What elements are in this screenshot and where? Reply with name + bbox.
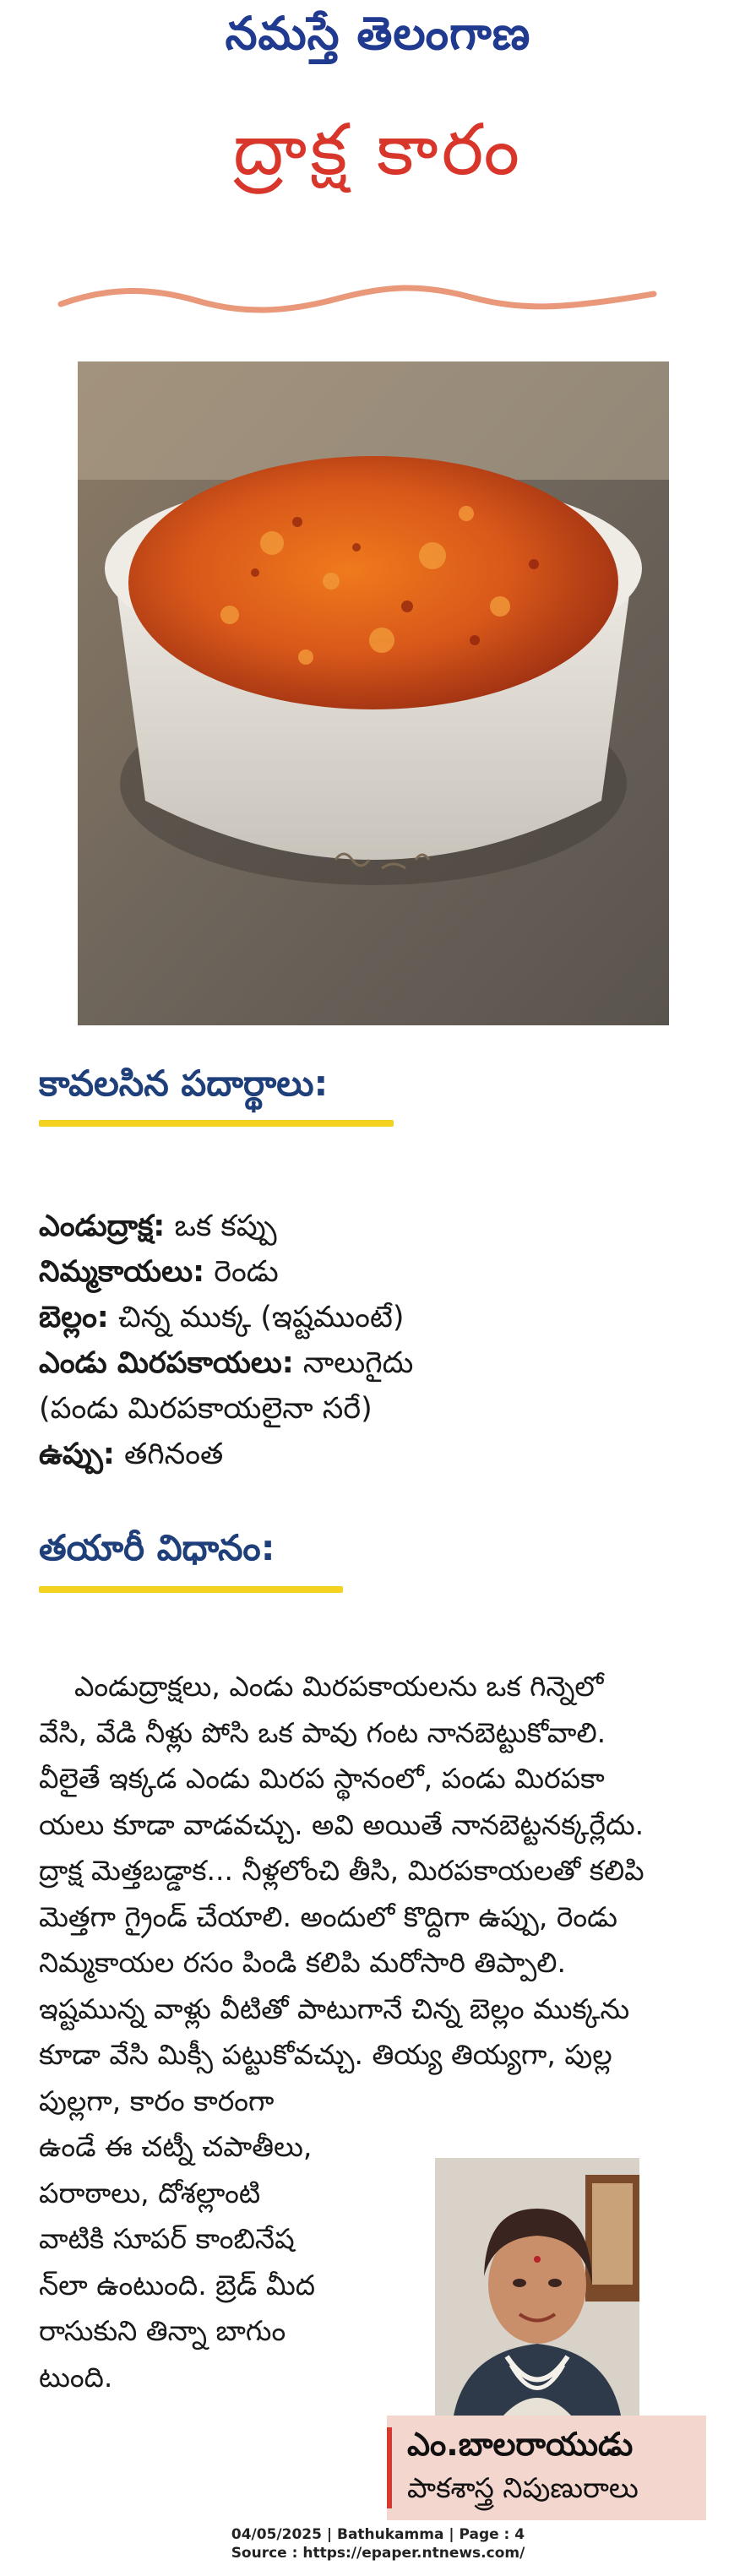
masthead-logo: నమస్తే తెలంగాణ: [225, 7, 531, 60]
author-name: ఎం.బాలరాయుడు: [407, 2426, 634, 2463]
method-line: వీలైతే ఇక్కడ ఎండు మిరప స్థానంలో, పండు మిరపకా: [39, 1762, 605, 1795]
method-line: పుల్లగా, కారం కారంగా: [39, 2084, 275, 2117]
ingredient-name: ఎండుద్రాక్ష:: [39, 1209, 166, 1243]
author-credit-box: [387, 2416, 706, 2520]
author-role: పాకశాస్త్ర నిపుణురాలు: [407, 2471, 639, 2504]
ingredient-quantity: (పండు మిరపకాయలైనా సరే): [39, 1392, 373, 1426]
method-heading: తయారీ విధానం:: [39, 1527, 275, 1568]
method-line: మెత్తగా గ్రైండ్ చేయాలి. అందులో కొద్దిగా ఉప్పు, రెండు: [39, 1899, 617, 1933]
footer-edition-info: 04/05/2025 | Bathukamma | Page : 4: [231, 2526, 525, 2543]
method-line: న్‌లా ఉంటుంది. బ్రెడ్ మీద: [39, 2268, 316, 2302]
ingredients-heading: కావలసిన పదార్థాలు:: [39, 1062, 329, 1104]
method-line: ఇష్టమున్న వాళ్లు వీటితో పాటుగానే చిన్న బెల్లం ముక్కను: [39, 1992, 630, 2025]
ingredient-row: [39, 1386, 681, 1432]
decorative-wave: [57, 279, 657, 318]
ingredient-row: [39, 1340, 681, 1386]
method-line: వేసి, వేడి నీళ్లు పోసి ఒక పావు గంట నానబెట్టుకోవాలి.: [39, 1715, 606, 1749]
dish-photo: [78, 361, 669, 1025]
ingredients-heading-underline: [39, 1120, 394, 1127]
method-line: టుంది.: [39, 2360, 113, 2394]
method-line: పరాఠాలు, దోశల్లాంటి: [39, 2176, 261, 2209]
ingredient-name: ఉప్పు:: [39, 1437, 115, 1471]
ingredient-name: నిమ్మకాయలు:: [39, 1255, 205, 1289]
recipe-title: ద్రాక్ష కారం: [232, 108, 524, 191]
method-line: ఎండుద్రాక్షలు, ఎండు మిరపకాయలను ఒక గిన్నెలో: [39, 1670, 604, 1703]
ingredient-quantity: తగినంత: [114, 1437, 224, 1471]
ingredient-row: [39, 1204, 681, 1249]
author-accent-bar: [387, 2427, 392, 2508]
footer-source-link[interactable]: Source : https://epaper.ntnews.com/: [231, 2545, 525, 2562]
method-line: రాసుకుని తిన్నా బాగుం: [39, 2314, 286, 2347]
ingredient-name: ఎండు మిరపకాయలు:: [39, 1346, 294, 1380]
ingredients-list: [39, 1204, 681, 1477]
ingredient-quantity: రెండు: [204, 1255, 279, 1289]
method-line: కూడా వేసి మిక్సీ పట్టుకోవచ్చు. తియ్య తియ్యగా, పుల్ల: [39, 2038, 612, 2071]
method-line: ఉండే ఈ చట్నీ చపాతీలు,: [39, 2130, 313, 2163]
author-photo: [435, 2158, 639, 2427]
ingredient-row: [39, 1295, 681, 1340]
method-line: నిమ్మకాయల రసం పిండి కలిపి మరోసారి తిప్పాలి.: [39, 1946, 566, 1979]
ingredient-quantity: నాలుగైదు: [293, 1346, 414, 1380]
method-line: ద్రాక్ష మెత్తబడ్డాక... నీళ్లలోంచి తీసి, మిరపకాయలతో కలిపి: [39, 1854, 645, 1887]
ingredient-name: బెల్లం:: [39, 1301, 109, 1334]
page-footer: [0, 2525, 756, 2562]
ingredient-quantity: ఒక కప్పు: [165, 1209, 277, 1243]
method-heading-underline: [39, 1586, 343, 1593]
method-line: వాటికి సూపర్ కాంబినేష: [39, 2222, 295, 2255]
method-line: యలు కూడా వాడవచ్చు. అవి అయితే నానబెట్టనక్కర్లేదు.: [39, 1807, 645, 1841]
ingredient-row: [39, 1432, 681, 1477]
ingredient-quantity: చిన్న ముక్క (ఇష్టముంటే): [108, 1301, 405, 1334]
ingredient-row: [39, 1249, 681, 1295]
